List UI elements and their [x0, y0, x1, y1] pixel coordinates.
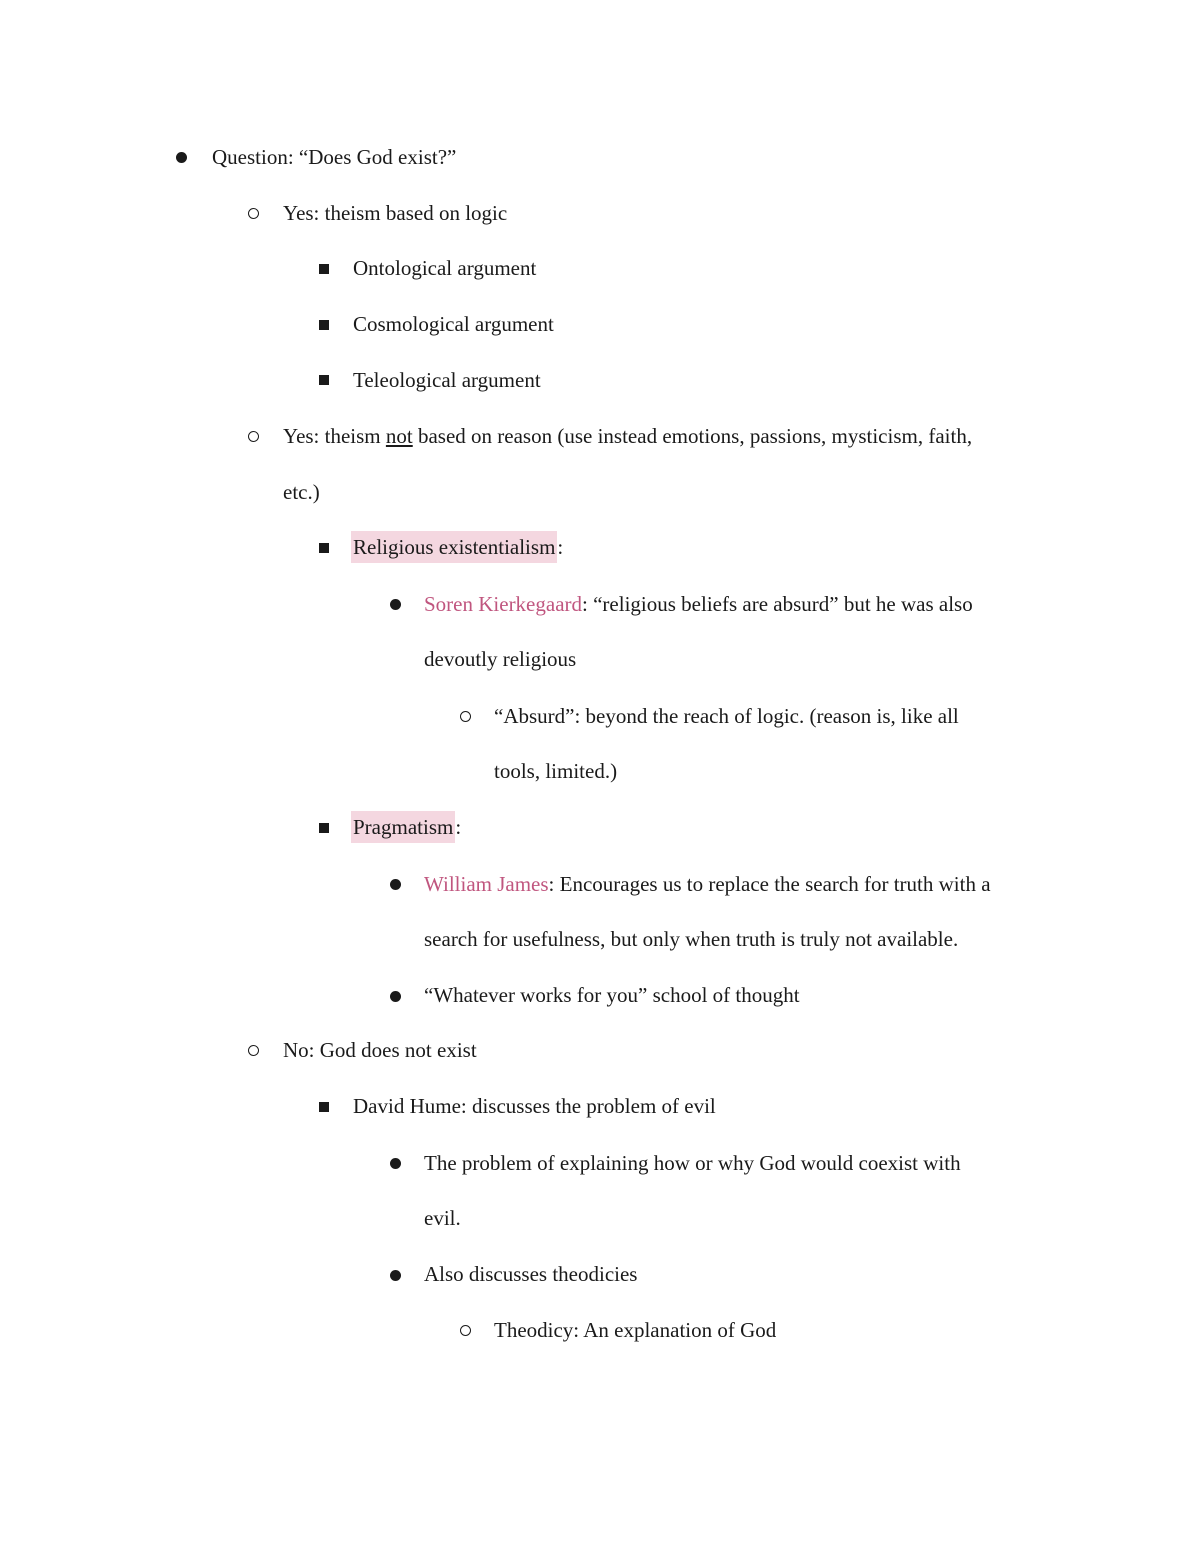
- whatever-works-line: “Whatever works for you” school of thought: [424, 983, 800, 1007]
- square-bullet-icon: [319, 320, 329, 330]
- teleological-line: Teleological argument: [353, 368, 541, 392]
- cosmological-line: Cosmological argument: [353, 312, 554, 336]
- square-bullet-icon: [319, 1102, 329, 1112]
- colon: :: [557, 535, 564, 559]
- yes-reason-line: [283, 424, 972, 448]
- disc-bullet-icon: [390, 599, 401, 610]
- disc-bullet-icon: [390, 879, 401, 890]
- yes-reason-post: based on reason (use instead emotions, passions, mysticism, faith,: [412, 424, 973, 448]
- disc-bullet-icon: [390, 1270, 401, 1281]
- circle-bullet-icon: [248, 1045, 259, 1056]
- kierkegaard-name: Soren Kierkegaard: [424, 592, 583, 616]
- james-name: William James: [424, 872, 549, 896]
- disc-bullet-icon: [390, 1158, 401, 1169]
- kierkegaard-continued: devoutly religious: [424, 647, 577, 671]
- james-continued: search for usefulness, but only when truth is truly not available.: [424, 927, 959, 951]
- disc-bullet-icon: [390, 991, 401, 1002]
- highlighted-term: Pragmatism: [351, 811, 455, 843]
- not-underlined: not: [385, 424, 413, 448]
- square-bullet-icon: [319, 543, 329, 553]
- circle-bullet-icon: [460, 1325, 471, 1336]
- highlighted-term: Religious existentialism: [351, 531, 557, 563]
- theodicies-line: Also discusses theodicies: [424, 1262, 638, 1286]
- absurd-continued: tools, limited.): [494, 759, 618, 783]
- square-bullet-icon: [319, 375, 329, 385]
- james-line: [424, 872, 991, 896]
- kierkegaard-text: : “religious beliefs are absurd” but he was also: [582, 592, 973, 616]
- theodicy-definition-line: Theodicy: An explanation of God: [494, 1318, 777, 1342]
- problem-evil-continued: evil.: [424, 1206, 461, 1230]
- religious-existentialism-line: [351, 535, 563, 559]
- no-god-line: No: God does not exist: [283, 1038, 477, 1062]
- ontological-line: Ontological argument: [353, 256, 537, 280]
- yes-logic-line: Yes: theism based on logic: [283, 201, 508, 225]
- james-text: : Encourages us to replace the search for truth with a: [548, 872, 991, 896]
- disc-bullet-icon: [176, 152, 187, 163]
- square-bullet-icon: [319, 264, 329, 274]
- square-bullet-icon: [319, 823, 329, 833]
- circle-bullet-icon: [248, 431, 259, 442]
- yes-reason-continued: etc.): [283, 480, 320, 504]
- hume-line: David Hume: discusses the problem of evil: [353, 1094, 716, 1118]
- pragmatism-line: [351, 815, 461, 839]
- colon: :: [455, 815, 462, 839]
- yes-reason-pre: Yes: theism: [283, 424, 386, 448]
- kierkegaard-line: [424, 592, 973, 616]
- absurd-line: “Absurd”: beyond the reach of logic. (reason is, like all: [494, 704, 959, 728]
- circle-bullet-icon: [248, 208, 259, 219]
- question-line: Question: “Does God exist?”: [212, 145, 457, 169]
- circle-bullet-icon: [460, 711, 471, 722]
- problem-evil-line: The problem of explaining how or why God would coexist with: [424, 1151, 961, 1175]
